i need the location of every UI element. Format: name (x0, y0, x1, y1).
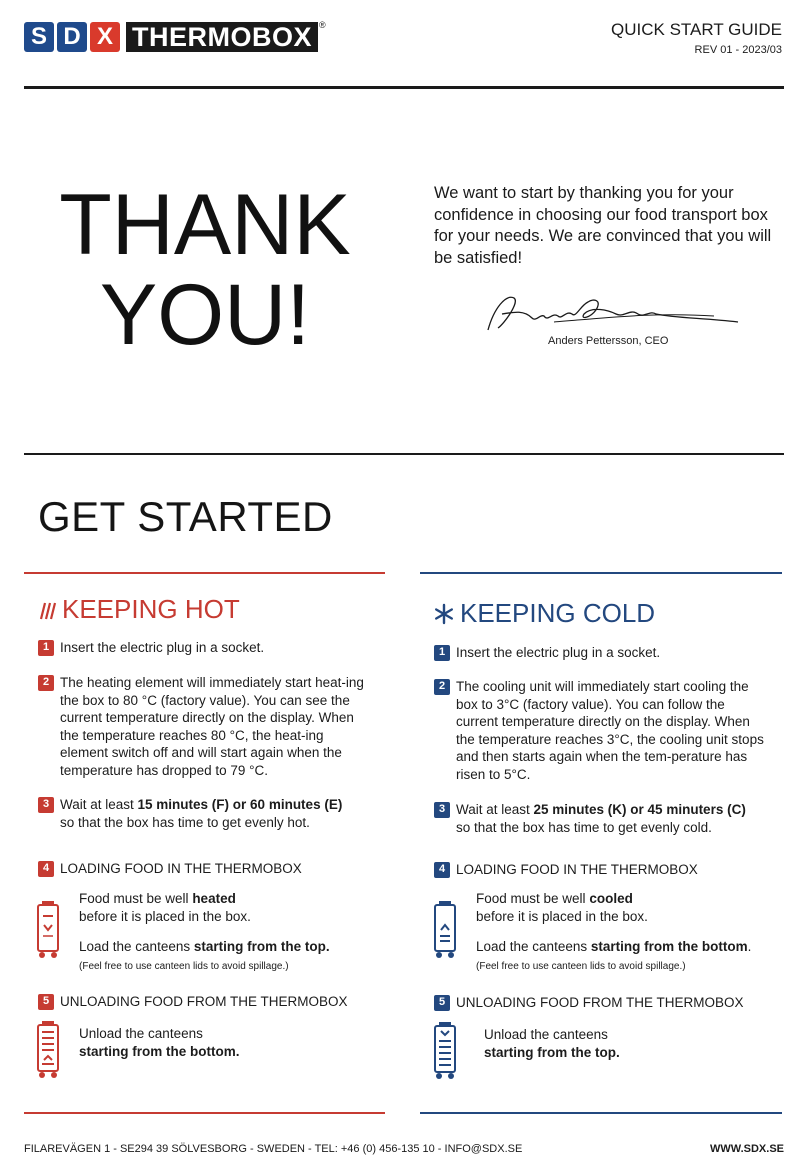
logo-letter-s: S (24, 22, 54, 52)
keeping-hot-label: KEEPING HOT (62, 594, 240, 624)
hot-step-3-post: so that the box has time to get evenly hot. (60, 814, 310, 830)
hot-step-3 (38, 796, 378, 831)
hot-step-3-pre: Wait at least (60, 797, 138, 812)
cold-step-5-bold: starting from the top. (484, 1044, 620, 1060)
thank-you-heading (50, 177, 360, 363)
revision: REV 01 - 2023/03 (694, 44, 782, 56)
hot-step-5 (38, 993, 383, 1011)
step-number-4: 4 (38, 861, 54, 877)
cold-step-4-a-post: before it is placed in the box. (476, 908, 648, 924)
hot-step-2 (38, 674, 370, 779)
cold-step-1-text: Insert the electric plug in a socket. (456, 645, 661, 660)
signature-name: Anders Pettersson, CEO (548, 335, 669, 347)
cold-step-3-bold: 25 minutes (K) or 45 minuters (C) (533, 802, 746, 817)
cold-step-4-b-bold: starting from the bottom (590, 939, 748, 954)
registered-mark: ® (319, 20, 326, 30)
cold-step-4 (434, 861, 779, 879)
hot-step-1-text: Insert the electric plug in a socket. (60, 640, 265, 655)
cold-step-4-b-pre: Load the canteens (476, 939, 591, 954)
hot-step-2-text: The heating element will immediately start heat-ing the box to 80 °C (factory value). You can see the current temperature directly on the display. When the temperature reaches 80 °C, the heat-ing element switch off and will start again when the temperature has dropped to 79 °C. (60, 675, 364, 778)
cold-step-5-pre: Unload the canteens (484, 1027, 608, 1042)
cold-top-rule (420, 572, 782, 574)
cold-step-4-a-bold: cooled (589, 891, 633, 906)
thermobox-load-hot-icon (36, 900, 60, 960)
step-number-1: 1 (38, 640, 54, 656)
section-divider (24, 453, 784, 455)
step-number-3: 3 (38, 797, 54, 813)
hot-bottom-rule (24, 1112, 385, 1114)
thermobox-unload-cold-icon (433, 1021, 457, 1081)
thermobox-unload-hot-icon (36, 1020, 60, 1080)
hot-step-5-title: UNLOADING FOOD FROM THE THERMOBOX (60, 994, 348, 1009)
step-number-2: 2 (38, 675, 54, 691)
footer-website[interactable]: WWW.SDX.SE (710, 1143, 784, 1155)
step-number-1: 1 (434, 645, 450, 661)
hot-step-4-heated (79, 890, 379, 925)
doc-title: QUICK START GUIDE (611, 20, 782, 39)
cold-step-5-title: UNLOADING FOOD FROM THE THERMOBOX (456, 995, 744, 1010)
hot-step-4-note: (Feel free to use canteen lids to avoid spillage.) (79, 960, 289, 972)
keeping-cold-title (432, 598, 655, 629)
header-divider (24, 86, 784, 89)
cold-step-3 (434, 801, 779, 836)
logo-brand: THERMOBOX (126, 22, 318, 52)
cold-step-4-cooled (476, 890, 776, 925)
cold-step-4-b-end: . (747, 939, 752, 954)
keeping-cold-label: KEEPING COLD (460, 598, 656, 628)
ceo-signature (484, 288, 744, 336)
cold-step-2 (434, 678, 768, 783)
get-started-heading: GET STARTED (38, 493, 333, 540)
sdx-thermobox-logo (24, 20, 326, 54)
hot-top-rule (24, 572, 385, 574)
cold-step-4-load (476, 938, 781, 975)
keeping-hot-title (36, 594, 240, 625)
step-number-4: 4 (434, 862, 450, 878)
snowflake-icon (432, 602, 456, 626)
footer-address: FILAREVÄGEN 1 - SE294 39 SÖLVESBORG - SWEDEN - TEL: +46 (0) 456-135 10 - INFO@SDX.SE (24, 1143, 523, 1155)
thank-you-message: We want to start by thanking you for your confidence in choosing our food transport box for your needs. We are convinced that you will be satisfied! (434, 184, 772, 267)
hot-step-5-pre: Unload the canteens (79, 1026, 203, 1041)
step-number-5: 5 (38, 994, 54, 1010)
step-number-3: 3 (434, 802, 450, 818)
heat-waves-icon (36, 599, 58, 621)
step-number-5: 5 (434, 995, 450, 1011)
hot-step-4-a-post: before it is placed in the box. (79, 908, 251, 924)
cold-step-1 (434, 644, 779, 662)
hot-step-5-bold: starting from the bottom. (79, 1043, 240, 1059)
cold-step-3-pre: Wait at least (456, 802, 534, 817)
hot-step-1 (38, 639, 378, 657)
hot-step-4-b-pre: Load the canteens (79, 939, 194, 954)
hot-step-4-title: LOADING FOOD IN THE THERMOBOX (60, 861, 302, 876)
logo-letter-x: X (90, 22, 120, 52)
hot-step-4-a-bold: heated (192, 891, 236, 906)
thank-line-1: THANK (59, 177, 351, 273)
step-number-2: 2 (434, 679, 450, 695)
thermobox-load-cold-icon (433, 900, 457, 960)
hot-step-4 (38, 860, 378, 878)
hot-step-4-load (79, 938, 384, 975)
cold-bottom-rule (420, 1112, 782, 1114)
hot-step-4-a-pre: Food must be well (79, 891, 193, 906)
thank-line-2: YOU! (99, 267, 311, 363)
cold-step-3-post: so that the box has time to get evenly cold. (456, 819, 712, 835)
cold-step-2-text: The cooling unit will immediately start cooling the box to 3°C (factory value). You can follow the current temperature directly on the display. When the temperature reaches 3°C, the cooling unit stops and then starts again when the tem-perature has risen to 5°C. (456, 679, 764, 782)
logo-letter-d: D (57, 22, 87, 52)
cold-step-5-text (484, 1026, 774, 1061)
hot-step-3-bold: 15 minutes (F) or 60 minutes (E) (137, 797, 343, 812)
cold-step-4-a-pre: Food must be well (476, 891, 590, 906)
cold-step-5 (434, 994, 779, 1012)
hot-step-5-text (79, 1025, 379, 1060)
cold-step-4-title: LOADING FOOD IN THE THERMOBOX (456, 862, 698, 877)
hot-step-4-b-bold: starting from the top. (193, 939, 330, 954)
cold-step-4-note: (Feel free to use canteen lids to avoid spillage.) (476, 960, 686, 972)
